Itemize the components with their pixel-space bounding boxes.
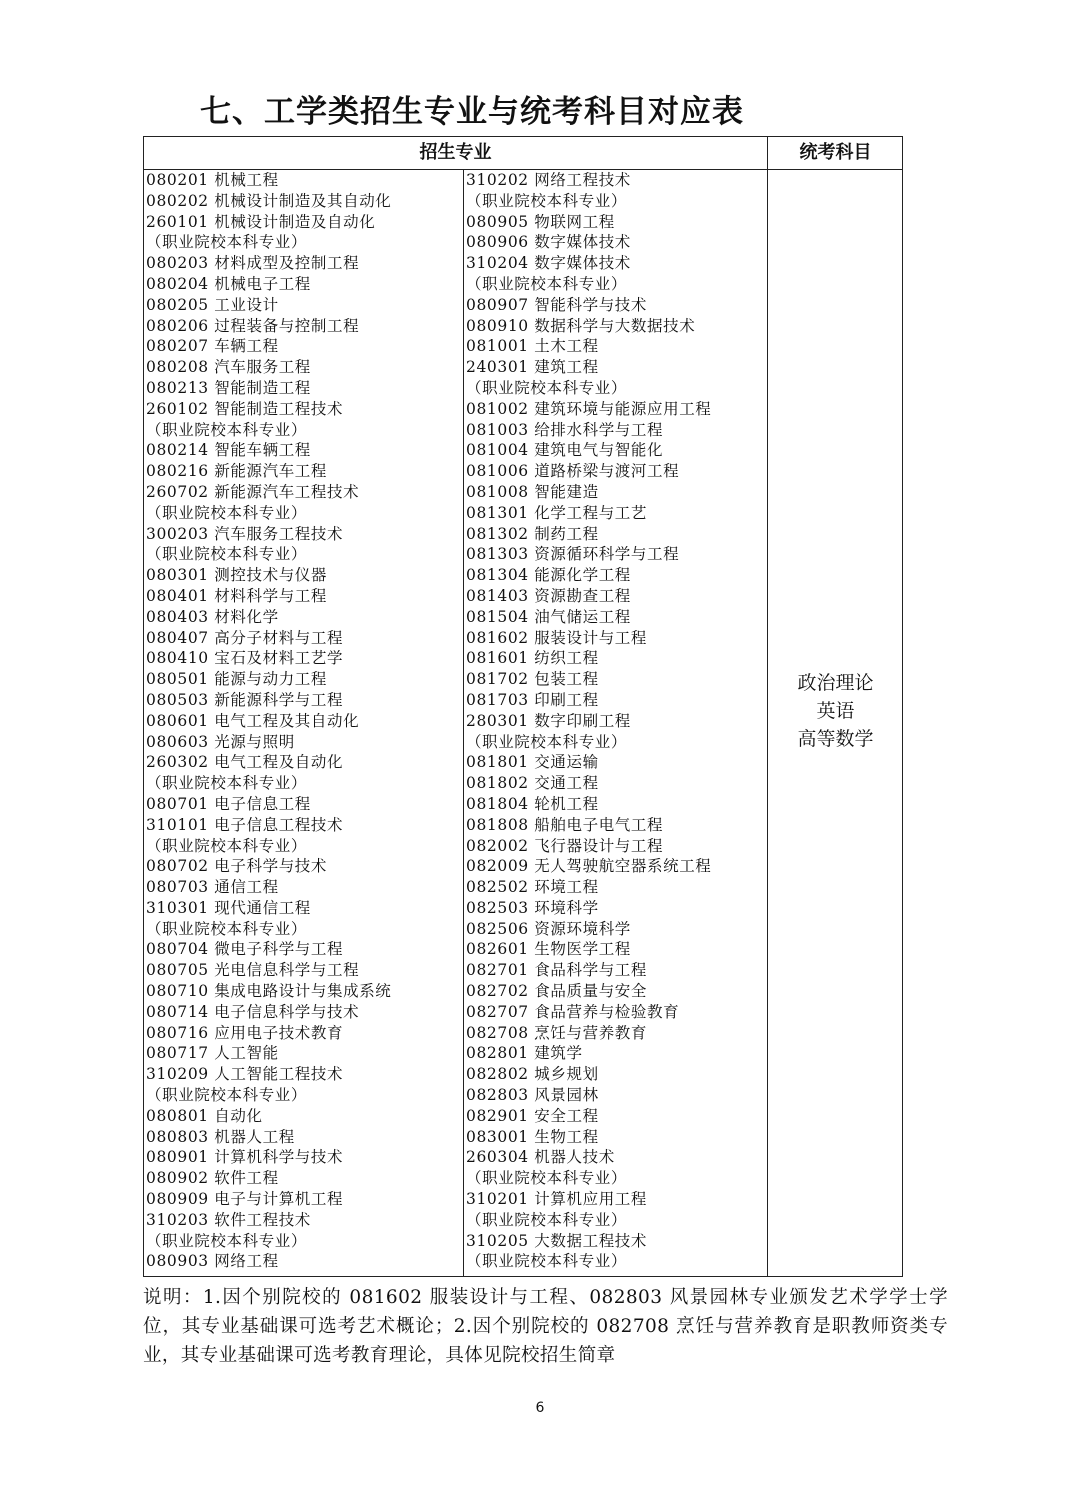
major-item: 081303 资源循环科学与工程 (466, 545, 680, 564)
major-item: 080501 能源与动力工程 (146, 670, 327, 689)
major-item: 080701 电子信息工程 (146, 794, 311, 813)
major-item: 080410 宝石及材料工艺学 (146, 649, 344, 668)
major-item: 081002 建筑环境与能源应用工程 (466, 399, 712, 418)
major-item: 081006 道路桥梁与渡河工程 (466, 462, 680, 481)
major-item: 260102 智能制造工程技术 (146, 399, 344, 418)
major-item: 310101 电子信息工程技术 (146, 815, 344, 834)
major-item: 082009 无人驾驶航空器系统工程 (466, 857, 712, 876)
subject-item: 高等数学 (797, 728, 874, 750)
major-item: 080403 材料化学 (146, 607, 279, 626)
major-item: 080801 自动化 (146, 1106, 263, 1125)
major-item: 081001 土木工程 (466, 337, 599, 356)
major-item: 080213 智能制造工程 (146, 378, 311, 397)
major-item: 280301 数字印刷工程 (466, 711, 631, 730)
major-item: 080603 光源与照明 (146, 732, 295, 751)
major-item: 082803 风景园林 (466, 1086, 599, 1105)
major-item: （职业院校本科专业） (146, 919, 308, 938)
major-item: 300203 汽车服务工程技术 (146, 524, 344, 543)
major-item: 080214 智能车辆工程 (146, 441, 311, 460)
major-item: （职业院校本科专业） (466, 191, 628, 210)
major-item: 080208 汽车服务工程 (146, 358, 311, 377)
major-item: （职业院校本科专业） (146, 1231, 308, 1250)
major-item: 310202 网络工程技术 (466, 171, 631, 189)
major-item: 082502 环境工程 (466, 878, 599, 897)
column-divider (463, 169, 464, 1276)
major-item: （职业院校本科专业） (466, 274, 628, 293)
major-item: 080203 材料成型及控制工程 (146, 254, 360, 273)
major-item: 082601 生物医学工程 (466, 940, 631, 959)
major-item: 080202 机械设计制造及其自动化 (146, 191, 392, 210)
major-item: 310205 大数据工程技术 (466, 1231, 647, 1250)
major-item: 082503 环境科学 (466, 898, 599, 917)
major-item: （职业院校本科专业） (146, 545, 308, 564)
major-item: 080204 机械电子工程 (146, 274, 311, 293)
major-item: 080903 网络工程 (146, 1252, 279, 1271)
subject-item: 政治理论 (797, 672, 874, 694)
major-item: 081302 制药工程 (466, 524, 599, 543)
major-item: 310204 数字媒体技术 (466, 254, 631, 273)
major-item: 081801 交通运输 (466, 753, 599, 772)
major-item: （职业院校本科专业） (466, 1252, 628, 1271)
major-item: 080205 工业设计 (146, 295, 279, 314)
major-item: 082801 建筑学 (466, 1044, 583, 1063)
major-item: 081003 给排水科学与工程 (466, 420, 664, 439)
major-item: 081403 资源勘查工程 (466, 586, 631, 605)
major-item: 081304 能源化学工程 (466, 566, 631, 585)
major-item: （职业院校本科专业） (146, 1086, 308, 1105)
page-title: 七、工学类招生专业与统考科目对应表 (200, 94, 744, 130)
major-item: 081808 船舶电子电气工程 (466, 815, 664, 834)
major-item: 082707 食品营养与检验教育 (466, 1002, 680, 1021)
major-item: 310209 人工智能工程技术 (146, 1065, 344, 1084)
major-item: （职业院校本科专业） (466, 1169, 628, 1188)
major-item: 260101 机械设计制造及自动化 (146, 212, 376, 231)
header-major: 招生专业 (419, 142, 492, 163)
major-item: 081301 化学工程与工艺 (466, 503, 647, 522)
subject-item: 英语 (816, 700, 855, 722)
major-item: 080201 机械工程 (146, 171, 279, 189)
major-item: 080401 材料科学与工程 (146, 586, 327, 605)
major-item: 310301 现代通信工程 (146, 898, 311, 917)
major-item: 080702 电子科学与技术 (146, 857, 327, 876)
major-item: 240301 建筑工程 (466, 358, 599, 377)
major-item: 080207 车辆工程 (146, 337, 279, 356)
major-item: 081601 纺织工程 (466, 649, 599, 668)
table-header-row (144, 137, 902, 170)
major-item: 082802 城乡规划 (466, 1065, 599, 1084)
major-item: （职业院校本科专业） (466, 1210, 628, 1229)
major-item: 080901 计算机科学与技术 (146, 1148, 344, 1167)
major-item: 082701 食品科学与工程 (466, 961, 647, 980)
major-item: 080906 数字媒体技术 (466, 233, 631, 252)
major-item: 081504 油气储运工程 (466, 607, 631, 626)
column-divider (767, 169, 768, 1276)
major-item: （职业院校本科专业） (146, 503, 308, 522)
major-item: 080909 电子与计算机工程 (146, 1190, 344, 1209)
major-item: 080704 微电子科学与工程 (146, 940, 344, 959)
major-item: 310203 软件工程技术 (146, 1210, 311, 1229)
major-item: （职业院校本科专业） (466, 378, 628, 397)
major-item: 080705 光电信息科学与工程 (146, 961, 360, 980)
major-item: 081804 轮机工程 (466, 794, 599, 813)
major-item: 081008 智能建造 (466, 482, 599, 501)
major-item: 082002 飞行器设计与工程 (466, 836, 664, 855)
major-item: 080716 应用电子技术教育 (146, 1023, 344, 1042)
major-list-right (466, 170, 711, 1272)
major-item: （职业院校本科专业） (146, 836, 308, 855)
major-item: 080503 新能源科学与工程 (146, 690, 344, 709)
major-item: 081602 服装设计与工程 (466, 628, 647, 647)
major-item: （职业院校本科专业） (146, 774, 308, 793)
major-item: 083001 生物工程 (466, 1127, 599, 1146)
major-item: 080717 人工智能 (146, 1044, 279, 1063)
exam-subjects (769, 669, 902, 753)
major-item: 081702 包装工程 (466, 670, 599, 689)
major-item: 082708 烹饪与营养教育 (466, 1023, 647, 1042)
major-item: 080710 集成电路设计与集成系统 (146, 982, 392, 1001)
major-item: 080206 过程装备与控制工程 (146, 316, 360, 335)
major-item: 082702 食品质量与安全 (466, 982, 647, 1001)
major-item: 081802 交通工程 (466, 774, 599, 793)
major-item: （职业院校本科专业） (146, 233, 308, 252)
page-number: 6 (535, 1400, 545, 1416)
major-item: 082901 安全工程 (466, 1106, 599, 1125)
header-subject: 统考科目 (767, 137, 903, 169)
major-item: 260302 电气工程及自动化 (146, 753, 344, 772)
major-item: 080301 测控技术与仪器 (146, 566, 327, 585)
major-item: 310201 计算机应用工程 (466, 1190, 647, 1209)
major-item: （职业院校本科专业） (146, 420, 308, 439)
major-item: 260702 新能源汽车工程技术 (146, 482, 360, 501)
major-item: 081004 建筑电气与智能化 (466, 441, 664, 460)
major-item: 080910 数据科学与大数据技术 (466, 316, 696, 335)
major-subject-table (143, 136, 903, 1277)
major-item: 080601 电气工程及其自动化 (146, 711, 360, 730)
major-item: 080703 通信工程 (146, 878, 279, 897)
major-item: 080907 智能科学与技术 (466, 295, 647, 314)
major-item: 080902 软件工程 (146, 1169, 279, 1188)
major-item: （职业院校本科专业） (466, 732, 628, 751)
major-item: 260304 机器人技术 (466, 1148, 615, 1167)
major-item: 080803 机器人工程 (146, 1127, 295, 1146)
major-item: 081703 印刷工程 (466, 690, 599, 709)
major-item: 080216 新能源汽车工程 (146, 462, 327, 481)
major-item: 080905 物联网工程 (466, 212, 615, 231)
major-item: 080407 高分子材料与工程 (146, 628, 344, 647)
major-item: 080714 电子信息科学与技术 (146, 1002, 360, 1021)
major-item: 082506 资源环境科学 (466, 919, 631, 938)
note-text: 说明：1.因个别院校的 081602 服装设计与工程、082803 风景园林专业颁发艺术学学士学位，其专业基础课可选考艺术概论；2.因个别院校的 082708 烹饪与营养教育是职教师资类专业，其专业基础课可选考教育理论，具体见院校招生简章 (143, 1287, 948, 1366)
major-list-left (146, 170, 391, 1272)
